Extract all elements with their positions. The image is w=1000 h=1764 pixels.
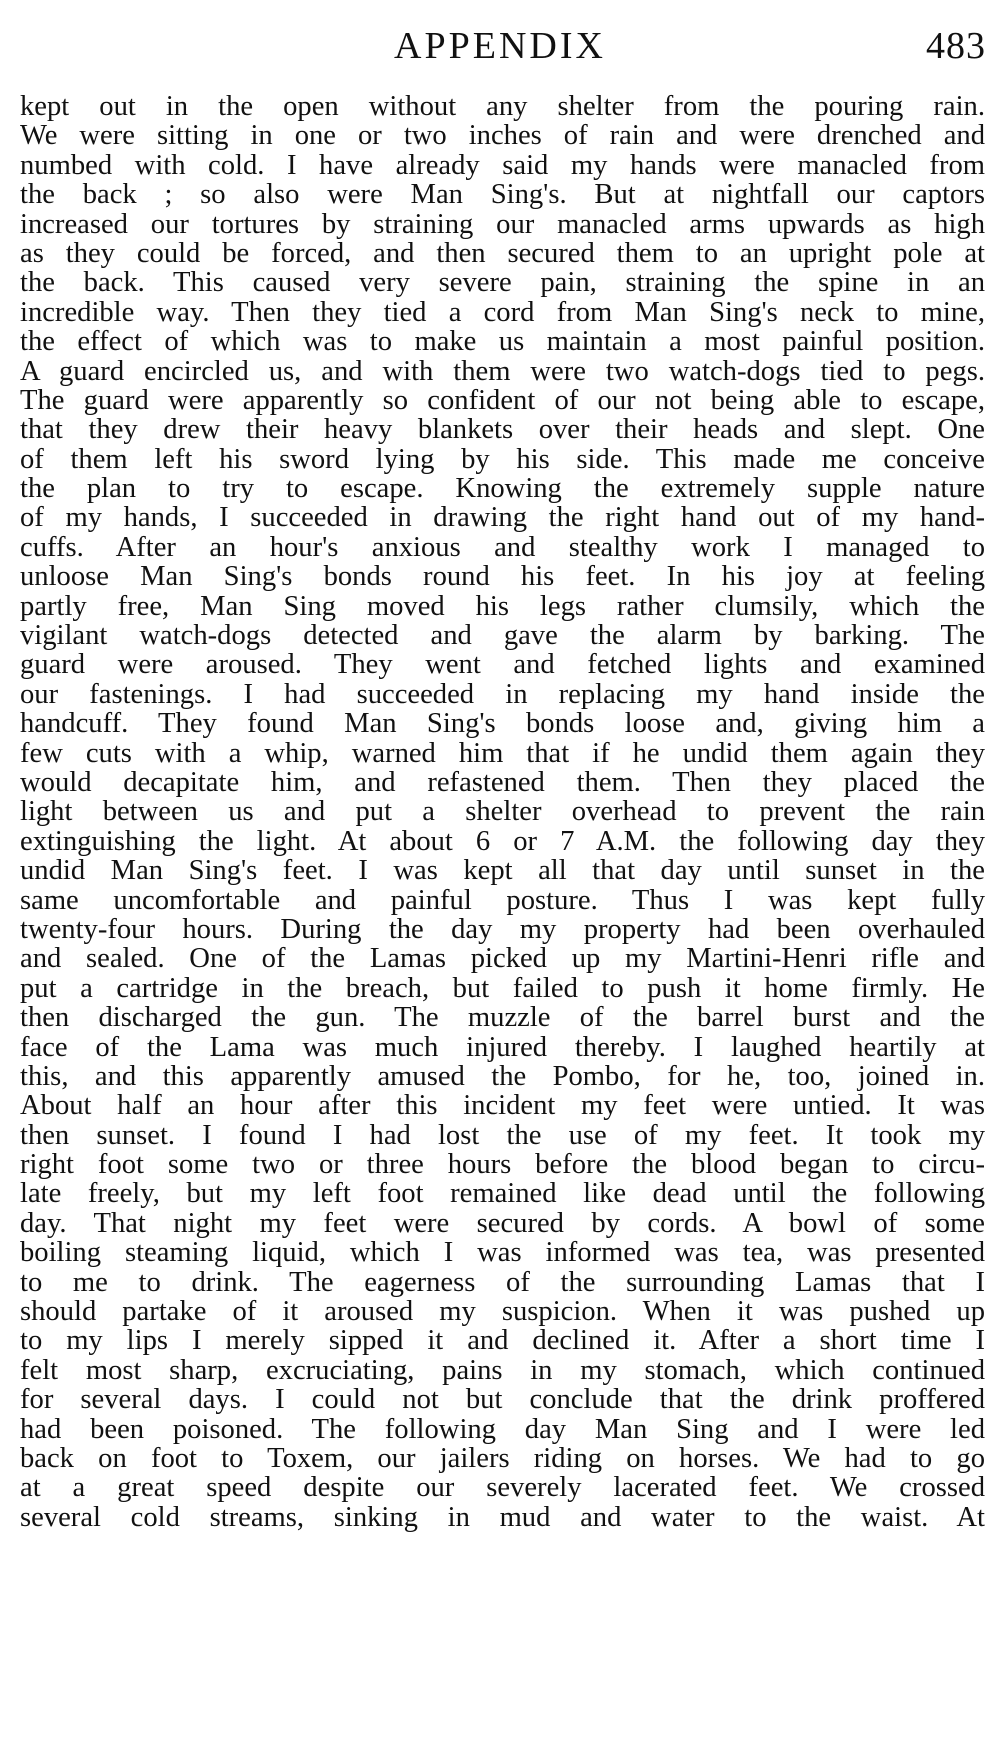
text-line: our fastenings. I had succeeded in replacing my hand inside the — [20, 678, 985, 710]
text-line: late freely, but my left foot remained like dead until the following — [20, 1178, 985, 1210]
text-line: several cold streams, sinking in mud and water to the waist. At — [20, 1501, 985, 1533]
text-line: extinguishing the light. At about 6 or 7 A.M. the following day they — [20, 825, 985, 857]
text-line: and sealed. One of the Lamas picked up my Martini-Henri rifle and — [20, 943, 985, 975]
text-line: A guard encircled us, and with them were two watch-dogs tied to pegs. — [20, 355, 985, 387]
text-line: for several days. I could not but conclude that the drink proffered — [20, 1384, 985, 1416]
text-line: should partake of it aroused my suspicion. When it was pushed up — [20, 1296, 985, 1328]
running-head: APPENDIX — [394, 25, 606, 67]
text-line: boiling steaming liquid, which I was informed was tea, was presented — [20, 1237, 985, 1269]
text-line: About half an hour after this incident my feet were untied. It was — [20, 1090, 985, 1122]
text-line: the back. This caused very severe pain, straining the spine in an — [20, 267, 985, 299]
text-line: handcuff. They found Man Sing's bonds loose and, giving him a — [20, 708, 985, 740]
text-line: light between us and put a shelter overhead to prevent the rain — [20, 796, 985, 828]
text-line: incredible way. Then they tied a cord from Man Sing's neck to mine, — [20, 296, 985, 328]
text-line: We were sitting in one or two inches of rain and were drenched and — [20, 120, 985, 152]
text-line: then discharged the gun. The muzzle of the barrel burst and the — [20, 1002, 985, 1034]
text-line: then sunset. I found I had lost the use of my feet. It took my — [20, 1119, 985, 1151]
text-line: as they could be forced, and then secured them to an upright pole at — [20, 237, 985, 269]
text-line: back on foot to Toxem, our jailers riding on horses. We had to go — [20, 1442, 985, 1474]
text-line: that they drew their heavy blankets over their heads and slept. One — [20, 414, 985, 446]
text-line: the effect of which was to make us maintain a most painful position. — [20, 326, 985, 358]
text-line: to me to drink. The eagerness of the surrounding Lamas that I — [20, 1266, 985, 1298]
body-text — [20, 92, 985, 1532]
text-line: cuffs. After an hour's anxious and stealthy work I managed to — [20, 531, 985, 563]
text-line: to my lips I merely sipped it and declined it. After a short time I — [20, 1325, 985, 1357]
text-line: of my hands, I succeeded in drawing the right hand out of my hand- — [20, 502, 985, 534]
text-line: felt most sharp, excruciating, pains in my stomach, which continued — [20, 1354, 985, 1386]
page-header — [0, 0, 1000, 80]
text-line: twenty-four hours. During the day my property had been overhauled — [20, 913, 985, 945]
text-line: of them left his sword lying by his side. This made me conceive — [20, 443, 985, 475]
text-line: partly free, Man Sing moved his legs rather clumsily, which the — [20, 590, 985, 622]
text-line: The guard were apparently so confident of our not being able to escape, — [20, 384, 985, 416]
text-line: vigilant watch-dogs detected and gave the alarm by barking. The — [20, 620, 985, 652]
text-line: increased our tortures by straining our manacled arms upwards as high — [20, 208, 985, 240]
text-line: put a cartridge in the breach, but failed to push it home firmly. He — [20, 972, 985, 1004]
text-line: the back ; so also were Man Sing's. But at nightfall our captors — [20, 179, 985, 211]
text-line: kept out in the open without any shelter from the pouring rain. — [20, 91, 985, 122]
text-line: face of the Lama was much injured thereby. I laughed heartily at — [20, 1031, 985, 1063]
text-line: this, and this apparently amused the Pombo, for he, too, joined in. — [20, 1060, 985, 1092]
text-line: at a great speed despite our severely lacerated feet. We crossed — [20, 1472, 985, 1504]
text-line: undid Man Sing's feet. I was kept all that day until sunset in the — [20, 855, 985, 887]
text-line: right foot some two or three hours before the blood began to circu- — [20, 1149, 985, 1181]
text-line: same uncomfortable and painful posture. Thus I was kept fully — [20, 884, 985, 916]
text-line: numbed with cold. I have already said my hands were manacled from — [20, 149, 985, 181]
text-line: guard were aroused. They went and fetched lights and examined — [20, 649, 985, 681]
page-number: 483 — [926, 25, 986, 67]
text-line: the plan to try to escape. Knowing the extremely supple nature — [20, 473, 985, 505]
text-line: had been poisoned. The following day Man Sing and I were led — [20, 1413, 985, 1445]
text-line: would decapitate him, and refastened them. Then they placed the — [20, 766, 985, 798]
text-line: day. That night my feet were secured by cords. A bowl of some — [20, 1207, 985, 1239]
text-line: unloose Man Sing's bonds round his feet. In his joy at feeling — [20, 561, 985, 593]
text-line: few cuts with a whip, warned him that if he undid them again they — [20, 737, 985, 769]
